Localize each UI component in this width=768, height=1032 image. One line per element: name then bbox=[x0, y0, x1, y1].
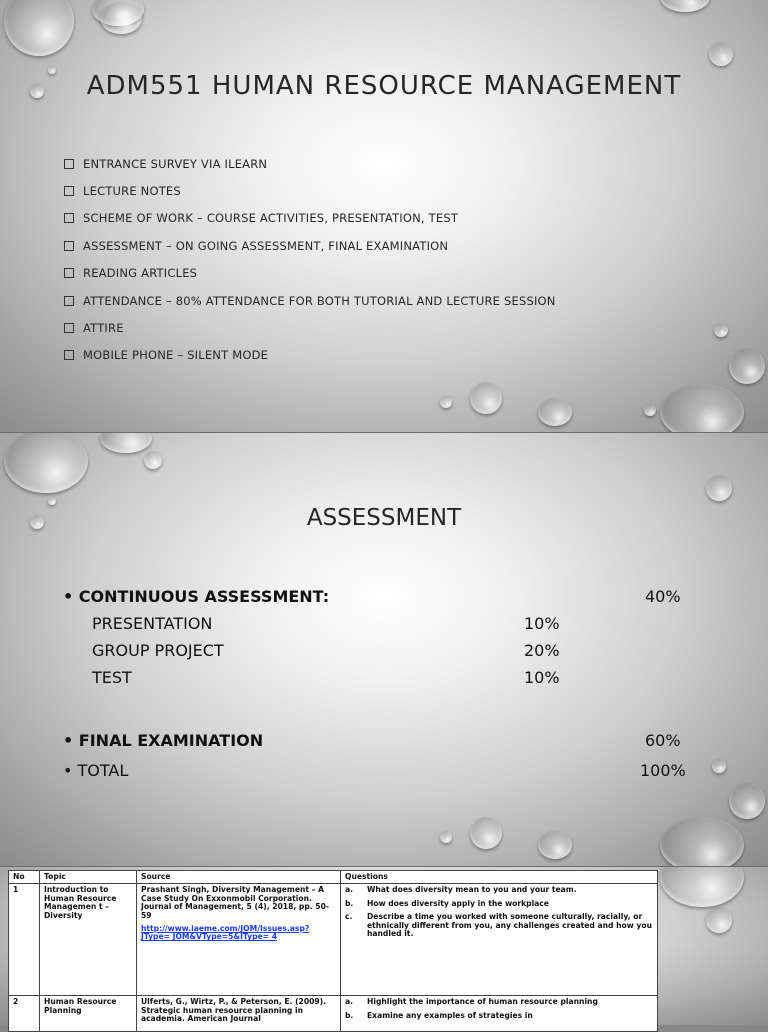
water-drop-decoration bbox=[706, 907, 732, 933]
list-item: ASSESSMENT – ON GOING ASSESSMENT, FINAL EXAMINATION bbox=[64, 232, 556, 259]
checkbox-bullet-icon bbox=[64, 241, 74, 251]
group-project-label: GROUP PROJECT bbox=[92, 641, 224, 660]
continuous-assessment-value: 40% bbox=[645, 587, 681, 606]
row-number: 1 bbox=[9, 884, 40, 996]
table-header-row bbox=[9, 871, 658, 884]
water-drop-decoration bbox=[706, 475, 732, 501]
checkbox-bullet-icon bbox=[64, 268, 74, 278]
water-drop-decoration bbox=[470, 817, 502, 849]
list-item: LECTURE NOTES bbox=[64, 177, 556, 204]
checkbox-bullet-icon bbox=[64, 350, 74, 360]
water-drop-decoration bbox=[440, 396, 452, 408]
checkbox-bullet-icon bbox=[64, 323, 74, 333]
column-header-questions: Questions bbox=[341, 871, 658, 884]
question-item: a. Highlight the importance of human resource planning bbox=[345, 997, 598, 1007]
water-drop-decoration bbox=[4, 0, 74, 56]
presentation-label: PRESENTATION bbox=[92, 614, 213, 633]
bullet-list bbox=[64, 150, 556, 369]
water-drop-decoration bbox=[144, 451, 162, 469]
water-drop-decoration bbox=[709, 42, 733, 66]
group-project-value: 20% bbox=[524, 641, 560, 660]
list-item: ENTRANCE SURVEY VIA ILEARN bbox=[64, 150, 556, 177]
list-item: MOBILE PHONE – SILENT MODE bbox=[64, 342, 556, 369]
questions-cell bbox=[341, 884, 658, 996]
reading-articles-table bbox=[8, 870, 658, 1032]
slide-title: ADM551 HUMAN RESOURCE MANAGEMENT bbox=[86, 71, 682, 101]
question-item: c. Describe a time you worked with someone culturally, racially, or ethnically different from you, any challenges created and how you handled it. bbox=[345, 912, 652, 939]
test-value: 10% bbox=[524, 668, 560, 687]
source-citation: Ulferts, G., Wirtz, P., & Peterson, E. (2009). Strategic human resource planning in academia. American Journal bbox=[141, 997, 327, 1024]
water-drop-decoration bbox=[538, 398, 572, 426]
water-drop-decoration bbox=[660, 817, 744, 866]
water-drop-decoration bbox=[660, 866, 744, 907]
checkbox-bullet-icon bbox=[64, 159, 74, 169]
list-item: ATTIRE bbox=[64, 314, 556, 341]
source-cell bbox=[137, 996, 341, 1031]
water-drop-decoration bbox=[470, 382, 502, 414]
column-header-topic: Topic bbox=[40, 871, 137, 884]
question-item: b. Examine any examples of strategies in bbox=[345, 1010, 533, 1020]
final-examination-label: • FINAL EXAMINATION bbox=[63, 731, 264, 750]
checkbox-bullet-icon bbox=[64, 213, 74, 223]
column-header-no: No bbox=[9, 871, 40, 884]
slide-course-overview bbox=[0, 0, 768, 432]
list-item: READING ARTICLES bbox=[64, 260, 556, 287]
water-drop-decoration bbox=[729, 348, 765, 384]
presentation-value: 10% bbox=[524, 614, 560, 633]
checkbox-bullet-icon bbox=[64, 296, 74, 306]
source-link[interactable]: http://www.iaeme.com/JOM/Issues.asp?JType= JOM&VType=5&IType= 4 bbox=[141, 924, 310, 942]
topic-cell: Human Resource Planning bbox=[40, 996, 137, 1031]
checkbox-bullet-icon bbox=[64, 186, 74, 196]
topic-cell: Introduction to Human Resource Managemen t – Diversity bbox=[40, 884, 137, 996]
total-label: • TOTAL bbox=[63, 761, 129, 780]
question-item: b. How does diversity apply in the workplace bbox=[345, 898, 549, 908]
questions-cell bbox=[341, 996, 658, 1031]
source-cell bbox=[137, 884, 341, 996]
water-drop-decoration bbox=[4, 432, 88, 493]
water-drop-decoration bbox=[440, 831, 452, 843]
table-row bbox=[9, 884, 658, 996]
continuous-assessment-label: • CONTINUOUS ASSESSMENT: bbox=[63, 587, 330, 606]
water-drop-decoration bbox=[712, 759, 726, 773]
water-drop-decoration bbox=[644, 404, 656, 416]
total-value: 100% bbox=[640, 761, 686, 780]
test-label: TEST bbox=[92, 668, 132, 687]
list-item: SCHEME OF WORK – COURSE ACTIVITIES, PRESENTATION, TEST bbox=[64, 205, 556, 232]
final-examination-value: 60% bbox=[645, 731, 681, 750]
water-drop-decoration bbox=[660, 0, 710, 12]
list-item: ATTENDANCE – 80% ATTENDANCE FOR BOTH TUTORIAL AND LECTURE SESSION bbox=[64, 287, 556, 314]
column-header-source: Source bbox=[137, 871, 341, 884]
row-number: 2 bbox=[9, 996, 40, 1031]
water-drop-decoration bbox=[729, 783, 765, 819]
water-drop-decoration bbox=[538, 831, 572, 859]
water-drop-decoration bbox=[660, 384, 744, 432]
water-drop-decoration bbox=[100, 432, 152, 453]
water-drop-decoration bbox=[714, 323, 728, 337]
slide-title: ASSESSMENT bbox=[306, 505, 462, 531]
water-drop-decoration bbox=[48, 497, 56, 505]
question-item: a. What does diversity mean to you and your team. bbox=[345, 885, 577, 895]
table-row bbox=[9, 996, 658, 1031]
water-drop-decoration bbox=[100, 2, 142, 34]
source-citation: Prashant Singh, Diversity Management – A Case Study On Exxonmobil Corporation. Journal of Management, 5 (4), 2018, pp. 50-59 bbox=[141, 885, 330, 920]
